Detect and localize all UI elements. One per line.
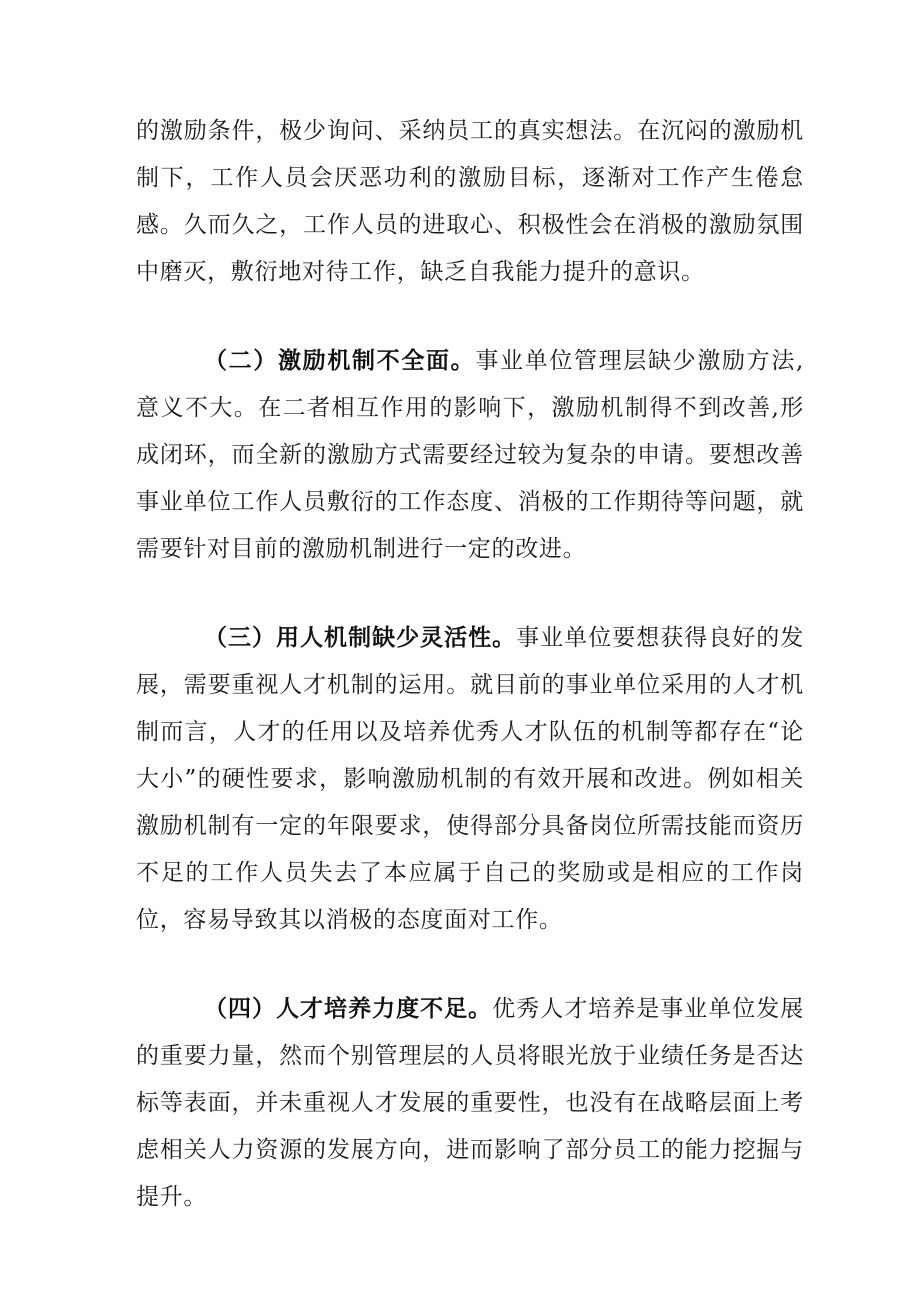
- paragraph-section-3: [136, 615, 804, 944]
- section-heading: （三）用人机制缺少灵活性。: [204, 625, 517, 651]
- paragraph-body: 的激励条件，极少询问、采纳员工的真实想法。在沉闷的激励机制下，工作人员会厌恶功利的激励目标，逐渐对工作产生倦怠感。久而久之，工作人员的进取心、积极性会在消极的激励氛围中磨灭，敷衍地对待工作，缺乏自我能力提升的意识。: [136, 118, 804, 285]
- section-heading: （二）激励机制不全面。: [204, 348, 476, 374]
- paragraph-body: 事业单位要想获得良好的发展，需要重视人才机制的运用。就目前的事业单位采用的人才机制而言，人才的任用以及培养优秀人才队伍的机制等都存在“论大小”的硬性要求，影响激励机制的有效开展和改进。例如相关激励机制有一定的年限要求，使得部分具备岗位所需技能而资历不足的工作人员失去了本应属于自己的奖励或是相应的工作岗位，容易导致其以消极的态度面对工作。: [136, 625, 804, 933]
- paragraph-section-2: [136, 338, 804, 573]
- paragraph-continuation: [136, 108, 804, 296]
- paragraph-body: 事业单位管理层缺少激励方法,意义不大。在二者相互作用的影响下，激励机制得不到改善,形成闭环，而全新的激励方式需要经过较为复杂的申请。要想改善事业单位工作人员敷衍的工作态度、消极的工作期待等问题，就需要针对目前的激励机制进行一定的改进。: [136, 348, 804, 562]
- section-heading: （四）人才培养力度不足。: [204, 996, 493, 1022]
- paragraph-body: 优秀人才培养是事业单位发展的重要力量，然而个别管理层的人员将眼光放于业绩任务是否达标等表面，并未重视人才发展的重要性，也没有在战略层面上考虑相关人力资源的发展方向，进而影响了部分员工的能力挖掘与提升。: [136, 996, 804, 1210]
- document-body: [136, 108, 804, 1263]
- paragraph-section-4: [136, 986, 804, 1221]
